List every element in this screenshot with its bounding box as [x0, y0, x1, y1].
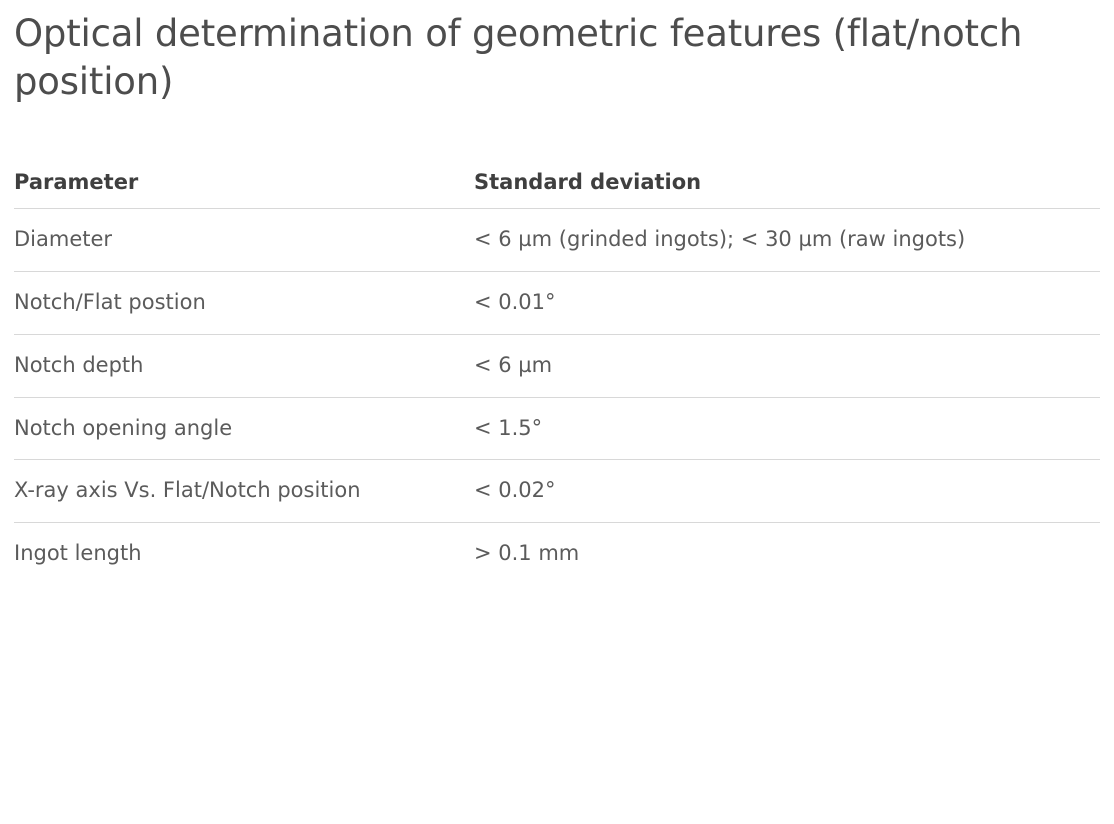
page-title: Optical determination of geometric features (flat/notch position) — [14, 12, 1023, 104]
cell-parameter: Ingot length — [14, 541, 142, 566]
cell-standard-deviation: < 1.5° — [470, 397, 1100, 460]
table-row — [14, 334, 1100, 397]
table-row — [14, 272, 1100, 335]
title-table-spacer — [14, 106, 1100, 162]
table-body — [14, 209, 1100, 585]
table-header — [14, 166, 1100, 209]
table-row — [14, 397, 1100, 460]
cell-parameter: Notch opening angle — [14, 397, 470, 460]
cell-standard-deviation: < 0.02° — [470, 460, 1100, 523]
parameters-table — [14, 166, 1100, 585]
table-row — [14, 523, 1100, 585]
column-header-parameter: Parameter — [14, 166, 470, 209]
cell-standard-deviation: > 0.1 mm — [474, 541, 580, 566]
cell-standard-deviation: < 0.01° — [470, 272, 1100, 335]
cell-parameter: X-ray axis Vs. Flat/Notch position — [14, 460, 470, 523]
cell-parameter: Diameter — [14, 209, 470, 272]
column-header-standard-deviation: Standard deviation — [470, 166, 1100, 209]
table-row — [14, 460, 1100, 523]
cell-parameter: Notch depth — [14, 334, 470, 397]
cell-standard-deviation: < 6 µm (grinded ingots); < 30 µm (raw ingots) — [470, 209, 1100, 272]
cell-parameter: Notch/Flat postion — [14, 272, 470, 335]
table-row — [14, 209, 1100, 272]
cell-standard-deviation: < 6 µm — [470, 334, 1100, 397]
table-header-row — [14, 166, 1100, 209]
